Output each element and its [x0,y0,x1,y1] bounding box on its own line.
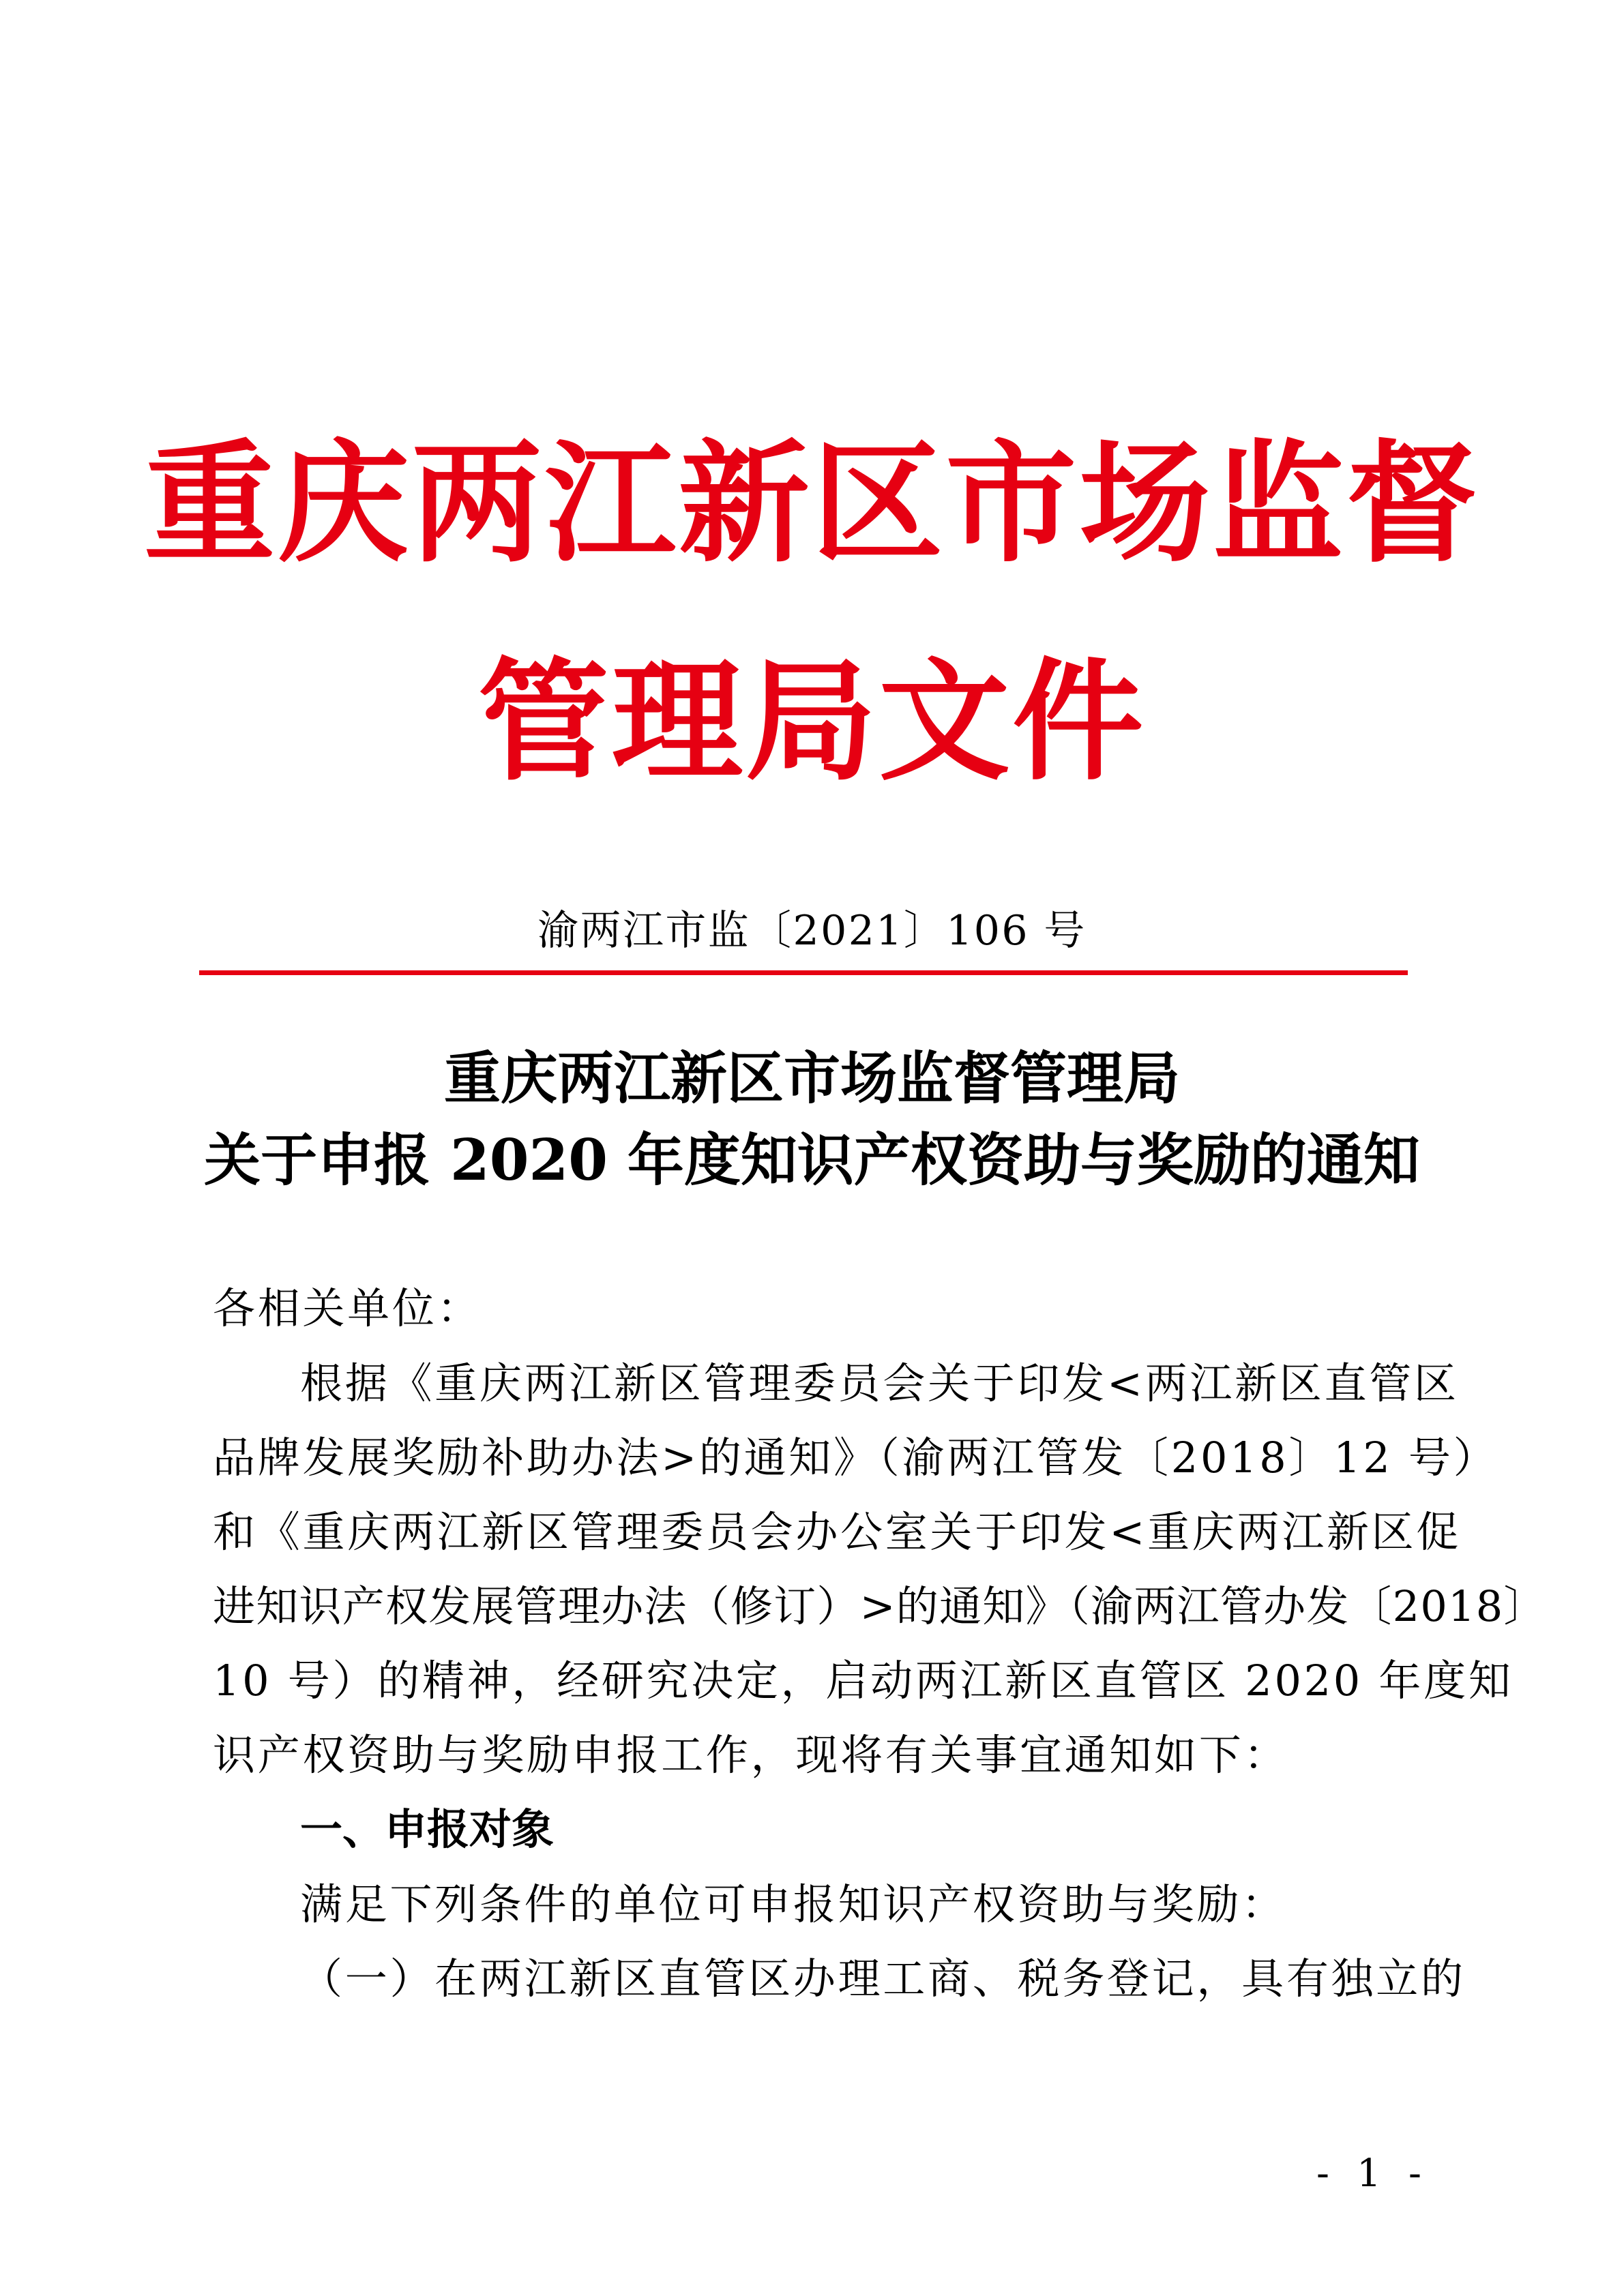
paragraph1-line-3: 和《重庆两江新区管理委员会办公室关于印发<重庆两江新区促 [213,1507,1462,1557]
paragraph1-line-1: 根据《重庆两江新区管理委员会关于印发<两江新区直管区 [300,1358,1459,1408]
paragraph1-line-6: 识产权资助与奖励申报工作，现将有关事宜通知如下： [213,1730,1289,1780]
paragraph1-line-5: 10 号）的精神，经研究决定，启动两江新区直管区 2020 年度知 [213,1656,1514,1705]
masthead-line-2: 管理局文件 [477,646,1147,799]
section1-item-1: （一）在两江新区直管区办理工商、税务登记，具有独立的 [300,1954,1466,2003]
red-separator-line [199,970,1408,975]
document-title-line-1: 重庆两江新区市场监督管理局 [444,1045,1180,1112]
section-heading-1: 一、申报对象 [300,1804,555,1854]
document-title-line-2: 关于申报 2020 年度知识产权资助与奖励的通知 [204,1127,1420,1193]
masthead-line-1: 重庆两江新区市场监督 [144,428,1480,580]
section1-intro: 满足下列条件的单位可申报知识产权资助与奖励： [300,1879,1286,1929]
page-number: - 1 - [1316,2151,1430,2196]
paragraph1-line-2: 品牌发展奖励补助办法>的通知》（渝两江管发〔2018〕12 号） [213,1433,1498,1482]
document-number: 渝两江市监〔2021〕106 号 [537,907,1087,955]
salutation: 各相关单位： [213,1283,482,1333]
paragraph1-line-4: 进知识产权发展管理办法（修订）>的通知》（渝两江管办发〔2018〕 [213,1581,1547,1631]
